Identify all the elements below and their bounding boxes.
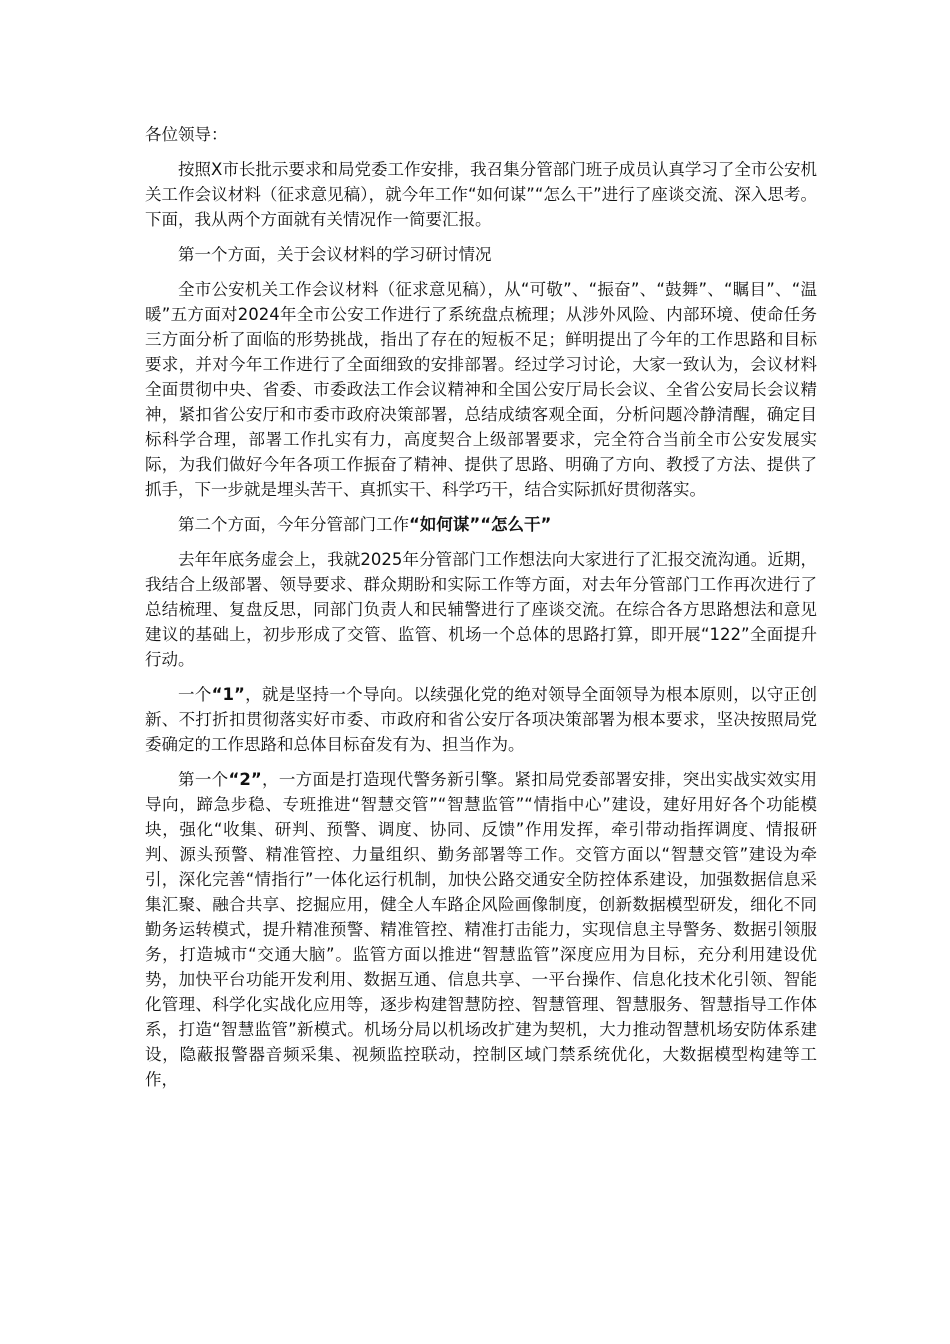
paragraph-one-bold: “1” bbox=[211, 685, 245, 704]
paragraph-plan: 去年年底务虚会上，我就2025年分管部门工作想法向大家进行了汇报交流沟通。近期，我结合上级部署、领导要求、群众期盼和实际工作等方面，对去年分管部门工作再次进行了总结梳理、复盘反思，同部门负责人和民辅警进行了座谈交流。在综合各方思路想法和意见建议的基础上，初步形成了交管、监管、机场一个总体的思路打算，即开展“122”全面提升行动。 bbox=[145, 550, 817, 669]
section-heading-2-bold: “如何谋”“怎么干” bbox=[409, 515, 552, 534]
section-heading-2 bbox=[145, 512, 817, 537]
paragraph-one bbox=[145, 682, 817, 757]
document-body bbox=[145, 122, 817, 1102]
section-heading-1: 第一个方面，关于会议材料的学习研讨情况 bbox=[178, 245, 492, 264]
section-heading-2-text: 第二个方面，今年分管部门工作 bbox=[178, 515, 409, 534]
paragraph-two bbox=[145, 767, 817, 1092]
salutation: 各位领导： bbox=[145, 125, 228, 144]
paragraph-intro: 按照X市长批示要求和局党委工作安排，我召集分管部门班子成员认真学习了全市公安机关工作会议材料（征求意见稿），就今年工作“如何谋”“怎么干”进行了座谈交流、深入思考。下面，我从两个方面就有关情况作一简要汇报。 bbox=[145, 160, 817, 229]
paragraph-one-lead: 一个 bbox=[178, 685, 212, 704]
paragraph-two-lead: 第一个 bbox=[178, 770, 229, 789]
paragraph-two-text: ，一方面是打造现代警务新引擎。紧扣局党委部署安排，突出实战实效实用导向，蹄急步稳、专班推进“智慧交管”“智慧监管”“情指中心”建设，建好用好各个功能模块，强化“收集、研判、预警、调度、协同、反馈”作用发挥，牵引带动指挥调度、情报研判、源头预警、精准管控、力量组织、勤务部署等工作。交管方面以“智慧交管”建设为牵引，深化完善“情指行”一体化运行机制，加快公路交通安全防控体系建设，加强数据信息采集汇聚、融合共享、挖掘应用，健全人车路企风险画像制度，创新数据模型研发，细化不同勤务运转模式，提升精准预警、精准管控、精准打击能力，实现信息主导警务、数据引领服务，打造城市“交通大脑”。监管方面以推进“智慧监管”深度应用为目标，充分利用建设优势，加快平台功能开发利用、数据互通、信息共享、一平台操作、信息化技术化引领、智能化管理、科学化实战化应用等，逐步构建智慧防控、智慧管理、智慧服务、智慧指导工作体系，打造“智慧监管”新模式。机场分局以机场改扩建为契机，大力推动智慧机场安防体系建设，隐蔽报警器音频采集、视频监控联动，控制区域门禁系统优化，大数据模型构建等工作， bbox=[145, 770, 818, 1089]
paragraph-study: 全市公安机关工作会议材料（征求意见稿），从“可敬”、“振奋”、“鼓舞”、“瞩目”、“温暖”五方面对2024年全市公安工作进行了系统盘点梳理；从涉外风险、内部环境、使命任务三方面分析了面临的形势挑战，指出了存在的短板不足；鲜明提出了今年的工作思路和目标要求，并对今年工作进行了全面细致的安排部署。经过学习讨论，大家一致认为，会议材料全面贯彻中央、省委、市委政法工作会议精神和全国公安厅局长会议、全省公安局长会议精神，紧扣省公安厅和市委市政府决策部署，总结成绩客观全面，分析问题冷静清醒，确定目标科学合理，部署工作扎实有力，高度契合上级部署要求，完全符合当前全市公安发展实际，为我们做好今年各项工作振奋了精神、提供了思路、明确了方向、教授了方法、提供了抓手，下一步就是埋头苦干、真抓实干、科学巧干，结合实际抓好贯彻落实。 bbox=[145, 280, 817, 499]
paragraph-one-text: ，就是坚持一个导向。以续强化党的绝对领导全面领导为根本原则，以守正创新、不打折扣贯彻落实好市委、市政府和省公安厅各项决策部署为根本要求，坚决按照局党委确定的工作思路和总体目标奋发有为、担当作为。 bbox=[145, 685, 818, 754]
paragraph-two-bold: “2” bbox=[228, 770, 262, 789]
